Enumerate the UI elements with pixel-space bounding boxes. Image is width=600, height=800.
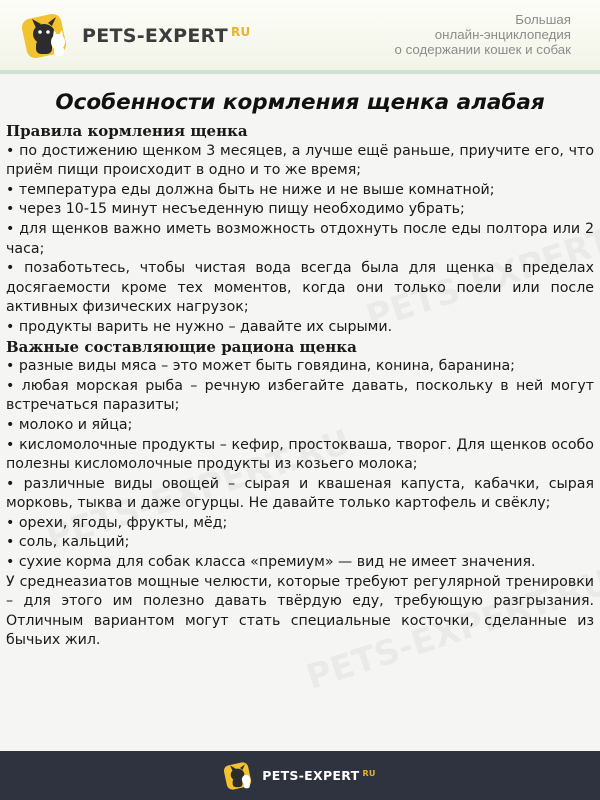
list-item: • соль, кальций; [6,534,130,551]
list-item: • кисломолочные продукты – кефир, простокваша, творог. Для щенков особо полезны кисломолочные продукты из козьего молока; [6,436,594,473]
list-item: • температура еды должна быть не ниже и не выше комнатной; [6,181,495,198]
site-tagline [395,12,572,57]
section-heading: Правила кормления щенка [6,122,248,140]
tagline-line: онлайн-энциклопедия [434,27,571,42]
list-item: • через 10-15 минут несъеденную пищу необходимо убрать; [6,201,465,218]
footer-brand-suffix: RU [362,769,376,778]
list-item: • для щенков важно иметь возможность отдохнуть после еды полтора или 2 часа; [6,220,594,257]
tagline-line: о содержании кошек и собак [394,42,571,57]
article-title: Особенности кормления щенка алабая [55,90,545,115]
list-item: • продукты варить не нужно – давайте их сырыми. [6,318,393,335]
list-item: • различные виды овощей – сырая и квашеная капуста, кабачки, сырая морковь, тыква и даже огурцы. Не давайте только картофель и свёклу; [6,475,594,512]
list-item: • любая морская рыба – речную избегайте давать, поскольку в ней могут встречаться паразиты; [6,377,594,414]
site-footer [0,751,600,800]
list-item: • молоко и яйца; [6,416,133,433]
brand-name: PETS-EXPERT $^{RU}$ [82,25,251,47]
closing-paragraph: У среднеазиатов мощные челюсти, которые требуют регулярной тренировки – для этого им полезно давать твёрдую еду, требующую разгрызания. Отличным вариантом могут стать специальные косточки, сделанные из бычьих жил. [6,573,594,649]
section-heading: Важные составляющие рациона щенка [6,337,357,356]
list-item: • сухие корма для собак класса «премиум» — вид не имеет значения. [6,554,536,571]
list-item: • орехи, ягоды, фрукты, мёд; [6,514,228,531]
list-item: • по достижению щенком 3 месяцев, а лучше ещё раньше, приучите его, что приём пищи происходит в одно и то же время; [6,142,594,179]
tagline-line: Большая [515,12,571,27]
footer-brand-name[interactable]: PETS-EXPERT $^{RU}$ [262,768,376,783]
brand-suffix: RU [231,25,251,39]
site-header [0,0,600,74]
dog-cat-logo-icon [22,10,74,62]
list-item: • разные виды мяса – это может быть говядина, конина, баранина; [6,358,515,375]
list-item: • позаботьтесь, чтобы чистая вода всегда была для щенка в пределах досягаемости кроме тех моментов, когда они только поели или после активных физических нагрузок; [6,260,594,316]
article-body [6,122,594,651]
dog-cat-logo-icon[interactable] [224,760,256,792]
site-logo[interactable] [22,10,251,62]
